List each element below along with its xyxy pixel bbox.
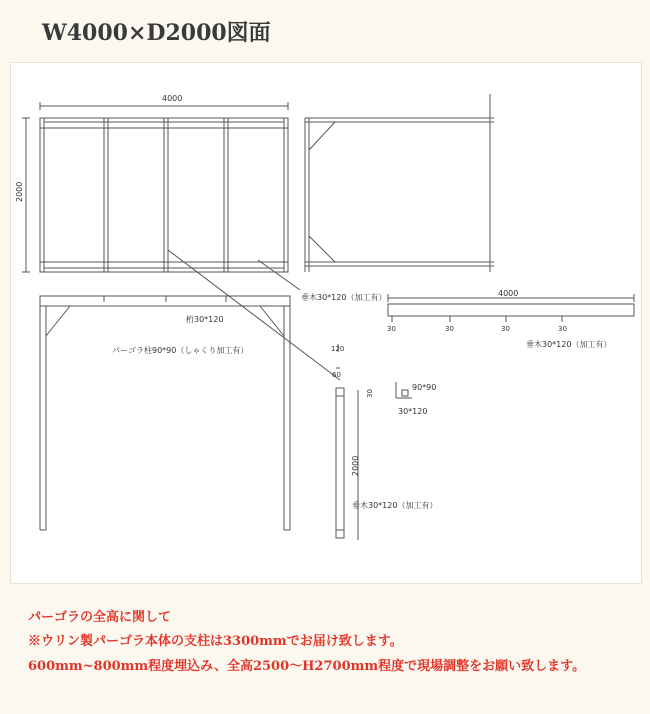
leader-line-rafter	[258, 260, 300, 290]
post-detail-body	[336, 388, 344, 538]
post-section-label: 90*90	[412, 383, 437, 392]
post-label: パーゴラ柱90*90（しゃくり加工有）	[112, 346, 249, 355]
front-brace-right	[260, 306, 284, 336]
front-brace-left	[46, 306, 70, 336]
rafter-bottom-label: 垂木30*120（加工有）	[526, 340, 612, 349]
side-view	[305, 94, 494, 272]
front-elevation	[40, 296, 290, 530]
section-post	[402, 390, 408, 396]
section-detail	[396, 382, 412, 398]
notch-label-1: 30	[387, 325, 396, 333]
side-brace-top	[309, 122, 335, 150]
rafter-vertical-label: 垂木30*120（加工有）	[352, 501, 438, 510]
beam-label: 桁30*120	[186, 315, 224, 324]
rafter-side-label: 垂木30*120（加工有）	[301, 293, 387, 302]
page-title: W4000×D2000図面	[42, 20, 271, 46]
notch-label-2: 30	[445, 325, 454, 333]
rafter-width-label: 4000	[498, 289, 519, 298]
height-2000-label: 2000	[351, 455, 360, 476]
rafter-detail	[388, 294, 634, 322]
plan-depth-label: 2000	[15, 181, 24, 202]
side-brace-bottom	[309, 236, 335, 262]
dim-30-label: 30	[366, 389, 374, 398]
notch-label-4: 30	[558, 325, 567, 333]
dim-120-label: 120	[331, 345, 345, 353]
dim-60-label: 60	[332, 371, 341, 379]
plan-view	[22, 102, 288, 272]
beam-section-label: 30*120	[398, 407, 428, 416]
note-installation: 600mm~800mm程度埋込み、全高2500～H2700mm程度で現場調整をお願い致します。	[28, 659, 586, 674]
notch-label-3: 30	[501, 325, 510, 333]
note-delivery: ※ウリン製パーゴラ本体の支柱は3300mmでお届け致します。	[28, 634, 403, 649]
rafter-body	[388, 304, 634, 316]
note-heading: パーゴラの全高に関して	[28, 610, 172, 625]
front-rafter-top	[40, 296, 290, 306]
plan-width-label: 4000	[162, 94, 183, 103]
